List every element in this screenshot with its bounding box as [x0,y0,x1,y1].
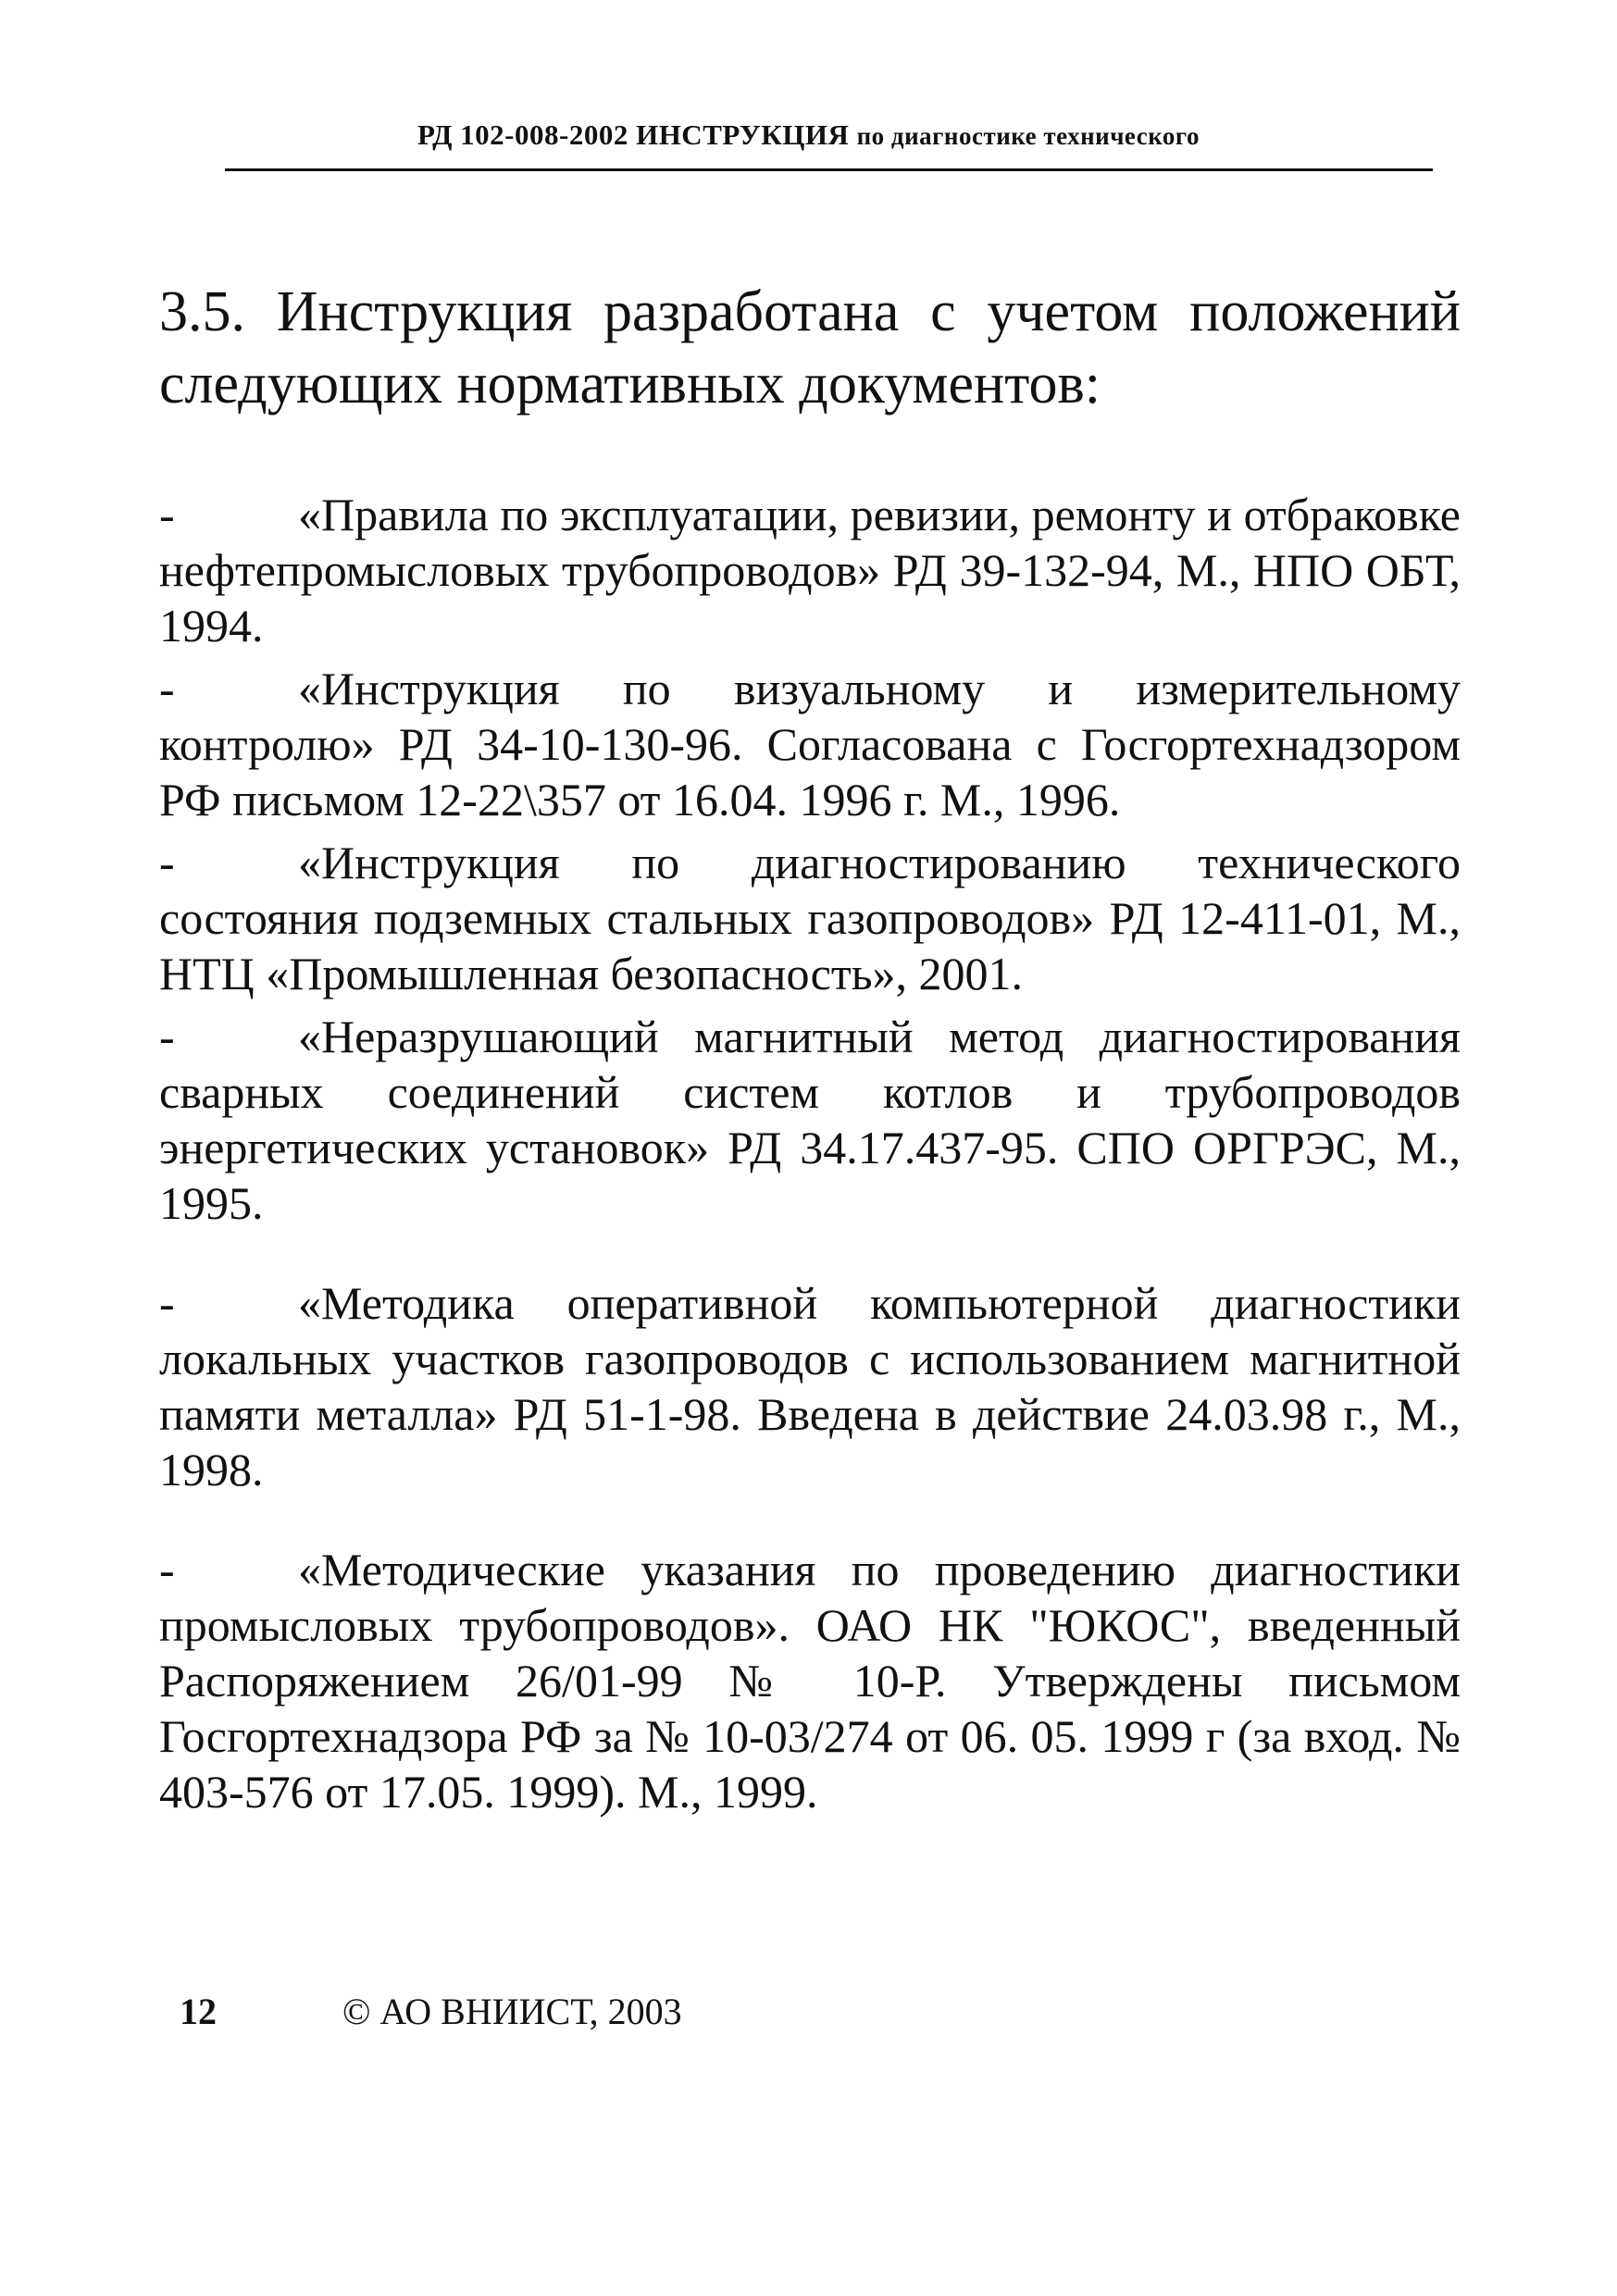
header-doc-code: РД 102-008-2002 [417,118,628,151]
running-header [0,118,1617,152]
list-item [159,1275,1461,1497]
list-item-text: «Правила по эксплуатации, ревизии, ремонту и отбраковке нефтепромысловых трубопроводов» РД 39-132-94, М., НПО ОБТ, 1994. [159,489,1461,652]
list-item [159,1542,1461,1819]
page-footer [180,1990,682,2033]
list-dash: - [159,837,175,888]
list-dash: - [159,1277,175,1329]
page-number: 12 [180,1991,217,2032]
header-doc-subject: по диагностике технического [856,122,1200,150]
list-dash: - [159,489,175,540]
list-dash: - [159,1544,175,1595]
header-rule [225,168,1433,171]
list-item-text: «Инструкция по диагностированию технического состояния подземных стальных газопроводов» РД 12-411-01, М., НТЦ «Промышленная безопасность», 2001. [159,837,1461,999]
reference-list [159,487,1461,1819]
list-item [159,487,1461,653]
copyright-notice: © АО ВНИИСТ, 2003 [342,1991,682,2032]
list-item [159,661,1461,827]
list-item [159,835,1461,1001]
list-item [159,1009,1461,1231]
list-dash: - [159,1011,175,1062]
list-item-text: «Инструкция по визуальному и измерительному контролю» РД 34-10-130-96. Согласована с Госгортехнадзором РФ письмом 12-22\357 от 16.04. 1996 г. М., 1996. [159,663,1461,825]
page-body [159,276,1461,1827]
list-item-text: «Методика оперативной компьютерной диагностики локальных участков газопроводов с использованием магнитной памяти металла» РД 51-1-98. Введена в действие 24.03.98 г., М., 1998. [159,1277,1461,1496]
list-dash: - [159,663,175,714]
list-item-text: «Методические указания по проведению диагностики промысловых трубопроводов». ОАО НК "ЮКОС", введенный Распоряжением 26/01-99 № 10-Р. Утверждены письмом Госгортехнадзора РФ за № 10-03/274 от 06. 05. 1999 г (за вход. № 403-576 от 17.05. 1999). М., 1999. [159,1544,1461,1818]
section-title: 3.5. Инструкция разработана с учетом положений следующих нормативных документов: [159,280,1461,416]
list-item-text: «Неразрушающий магнитный метод диагностирования сварных соединений систем котлов и трубопроводов энергетических установок» РД 34.17.437-95. СПО ОРГРЭС, М., 1995. [159,1011,1461,1229]
header-doc-type: ИНСТРУКЦИЯ [636,118,850,151]
